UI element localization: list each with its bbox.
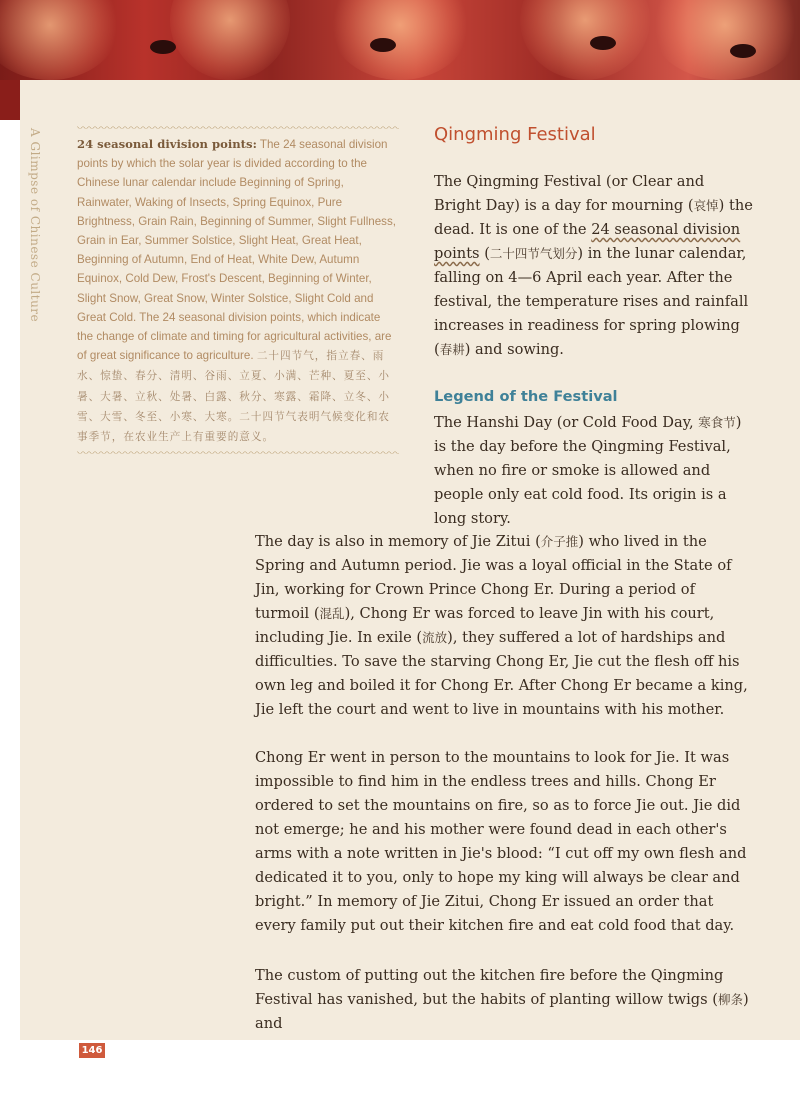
text-run: The Qingming Festival (or Clear and Bright Day) is a day for mourning ( [434,173,705,214]
chinese-gloss: 春耕 [439,342,465,357]
banner-edge [0,80,20,120]
sidebar-term: 24 seasonal division points: [77,137,257,151]
sidebar-bottom-rule [77,451,399,456]
text-run: ) the dead. It is one of the [434,197,753,238]
chinese-gloss: 二十四节气划分 [489,246,578,261]
chinese-gloss: 柳条 [717,992,743,1007]
text-run: ) in the lunar calendar, falling on 4—6 April each year. After the festival, the temperature rises and rainfall increases in readiness for spring plowing ( [434,245,749,358]
chinese-gloss: 哀悼 [693,198,719,213]
book-side-title: A Glimpse of Chinese Culture [28,128,42,323]
subsection-heading: Legend of the Festival [434,388,618,405]
text-run: ) is the day before the Qingming Festival, when no fire or smoke is allowed and people only eat cold food. Its origin is a long story. [434,414,742,527]
sidebar-body [77,135,399,447]
text-run: ), they suffered a lot of hardships and difficulties. To save the starving Chong Er, Jie cut the flesh off his own leg and boiled it for Chong Er. After Chong Er became a king, Jie left the court and went to live in mountains with his mother. [255,629,748,718]
term-link[interactable]: 24 seasonal division points [434,221,741,262]
text-run: ) who lived in the Spring and Autumn period. Jie was a loyal official in the State of Jin, working for Crown Prince Chong Er. During a period of turmoil ( [255,533,732,622]
paragraph-intro [434,170,754,362]
page-number: 146 [79,1043,105,1058]
text-run: ), Chong Er was forced to leave Jin with his court, including Jie. In exile ( [255,605,715,646]
sidebar-text-en: The 24 seasonal division points by which the solar year is divided according to the Chinese lunar calendar include Beginning of Spring, Rainwater, Waking of Insects, Spring Equinox, Pure Brightness, Grain Rain, Beginning of Summer, Slight Fullness, Grain in Ear, Summer Solstice, Slight Heat, Great Heat, Beginning of Autumn, End of Heat, White Dew, Autumn Equinox, Cold Dew, Frost's Descent, Beginning of Winter, Slight Snow, Great Snow, Winter Solstice, Slight Cold and Great Cold. The 24 seasonal division points, which indicate the change of climate and timing for agricultural activities, are of great significance to agriculture. [77,138,396,363]
chinese-gloss: 混乱 [319,606,345,621]
sidebar-note [77,126,399,460]
text-run: The Hanshi Day (or Cold Food Day, [434,414,699,431]
section-heading: Qingming Festival [434,124,596,145]
text-run: ) and [255,991,749,1032]
chinese-gloss: 寒食节 [698,415,736,430]
header-banner-image [0,0,800,80]
paragraph-custom [255,964,753,1036]
sidebar-top-rule [77,126,399,131]
chinese-gloss: 介子推 [540,534,579,549]
text-run: The day is also in memory of Jie Zitui ( [255,533,541,550]
chinese-gloss: 流放 [422,630,448,645]
text-run: ) and sowing. [464,341,564,358]
paragraph-hanshi [434,411,754,531]
text-run: The custom of putting out the kitchen fire before the Qingming Festival has vanished, but the habits of planting willow twigs ( [255,967,724,1008]
text-run: ( [479,245,490,262]
paragraph-chong-er: Chong Er went in person to the mountains to look for Jie. It was impossible to find him in the endless trees and hills. Chong Er ordered to set the mountains on fire, so as to force Jie out. Jie did not emerge; he and his mother were found dead in each other's arms with a note written in Jie's blood: “I cut off my own flesh and dedicated it to you, only to hope my king will always be clear and bright.” In memory of Jie Zitui, Chong Er issued an order that every family put out their kitchen fire and eat cold food that day. [255,749,747,934]
sidebar-text-zh: 二十四节气，指立春、雨水、惊蛰、春分、清明、谷雨、立夏、小满、芒种、夏至、小暑、大暑、立秋、处暑、白露、秋分、寒露、霜降、立冬、小雪、大雪、冬至、小寒、大寒。二十四节气表明气候变化和农事季节，在农业生产上有重要的意义。 [77,350,391,444]
paragraph-jie-zitui [255,530,753,722]
